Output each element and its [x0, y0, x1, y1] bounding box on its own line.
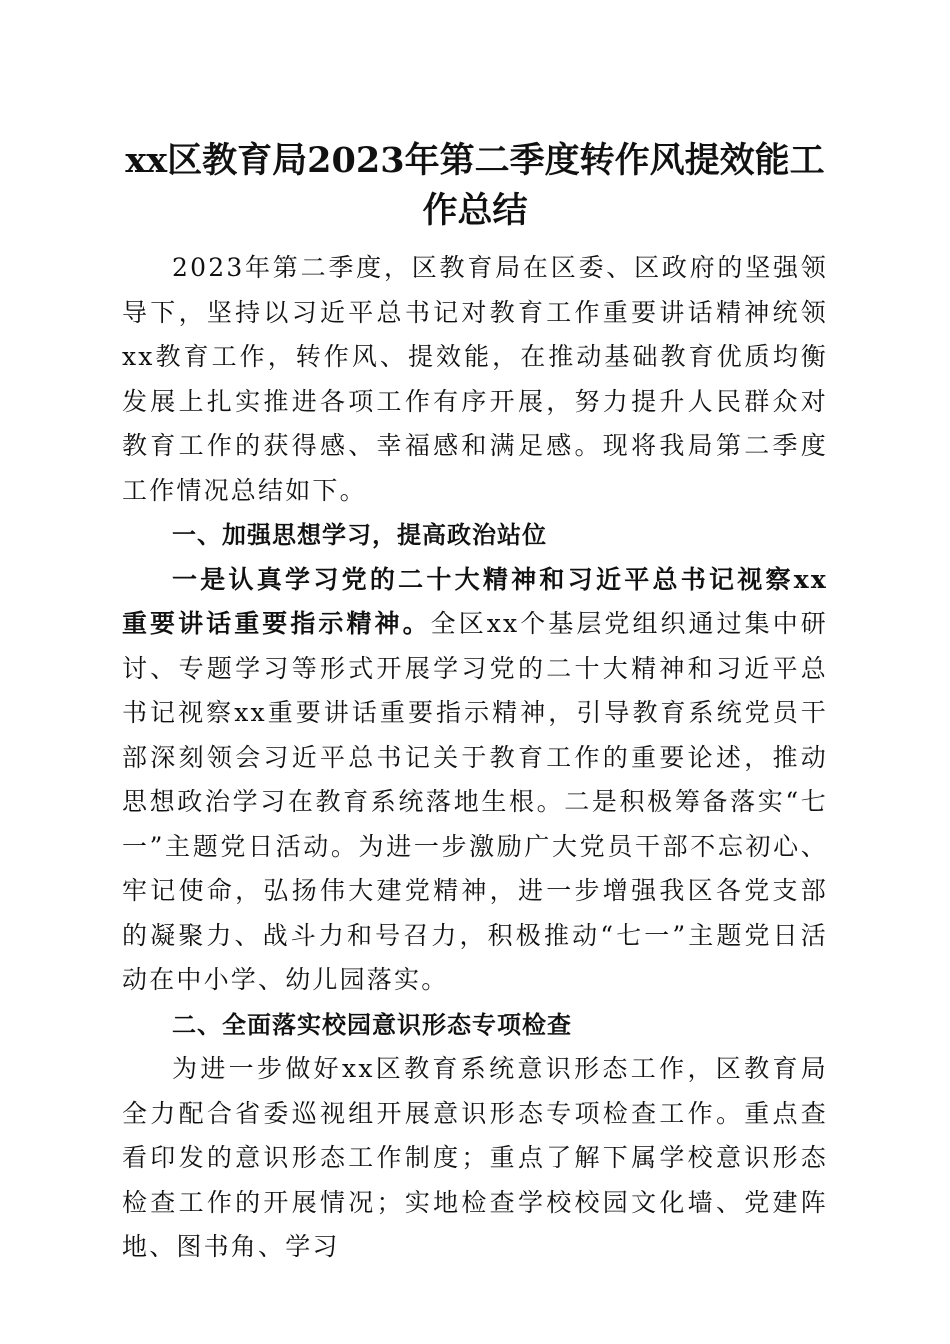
section-2-heading: 二、全面落实校园意识形态专项检查: [172, 1010, 572, 1039]
document-title: [118, 136, 832, 236]
section-1-lead: 一是认真学习党的二十大精神和习近平总书记视察xx重要讲话重要指示精神。: [122, 564, 828, 638]
document-body: [122, 246, 828, 1270]
intro-paragraph: 2023年第二季度，区教育局在区委、区政府的坚强领导下，坚持以习近平总书记对教育工作重要讲话精神统领xx教育工作，转作风、提效能，在推动基础教育优质均衡发展上扎实推进各项工作有序开展，努力提升人民群众对教育工作的获得感、幸福感和满足感。现将我局第二季度工作情况总结如下。: [122, 253, 828, 505]
section-1-heading: 一、加强思想学习，提高政治站位: [172, 521, 547, 549]
section-1-paragraph: [122, 558, 828, 1003]
title-line-2: 作总结: [422, 190, 528, 231]
title-line-1: xx区教育局2023年第二季度转作风提效能工: [125, 140, 825, 181]
section-1-body: 全区xx个基层党组织通过集中研讨、专题学习等形式开展学习党的二十大精神和习近平总书记视察xx重要讲话重要指示精神，引导教育系统党员干部深刻领会习近平总书记关于教育工作的重要论述，推动思想政治学习在教育系统落地生根。二是积极筹备落实“七一”主题党日活动。为进一步激励广大党员干部不忘初心、牢记使命，弘扬伟大建党精神，进一步增强我区各党支部的凝聚力、战斗力和号召力，积极推动“七一”主题党日活动在中小学、幼儿园落实。: [122, 609, 828, 994]
section-2-paragraph: 为进一步做好xx区教育系统意识形态工作，区教育局全力配合省委巡视组开展意识形态专项检查工作。重点查看印发的意识形态工作制度；重点了解下属学校意识形态检查工作的开展情况；实地检查学校校园文化墙、党建阵地、图书角、学习: [122, 1054, 828, 1261]
